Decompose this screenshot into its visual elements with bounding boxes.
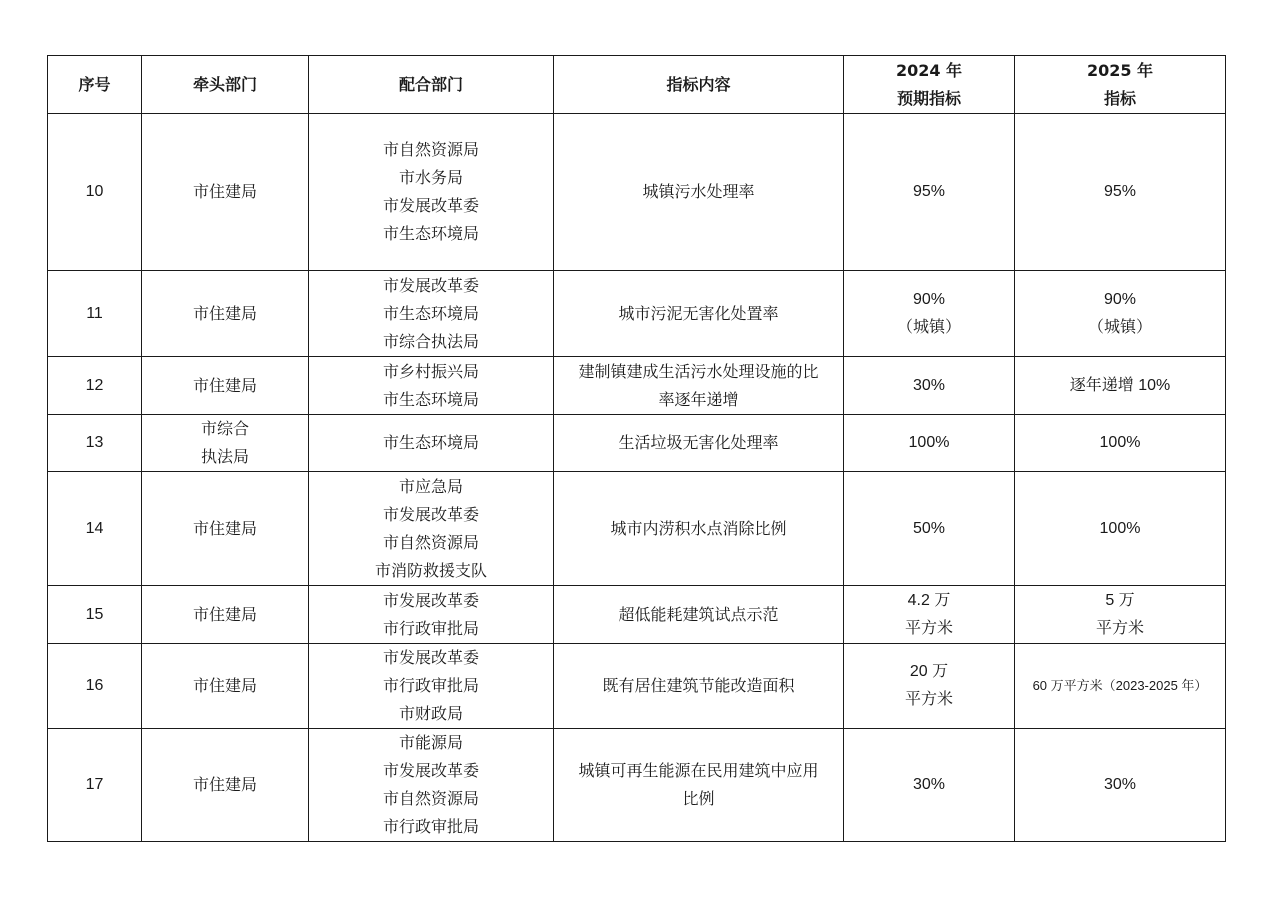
cell-line: 90% (912, 290, 946, 308)
target-2024-cell (844, 729, 1015, 842)
cell-line: 100% (908, 434, 950, 451)
cell-line: 市行政审批局 (382, 817, 479, 836)
seq-cell: 14 (48, 472, 142, 586)
cell-line: 逐年递增 10% (1069, 376, 1171, 394)
seq-cell: 10 (48, 114, 142, 271)
header-seq: 序号 (48, 56, 142, 114)
target-2025-cell (1015, 472, 1226, 586)
cell-line: 市应急局 (398, 476, 463, 496)
seq-cell: 17 (48, 729, 142, 842)
cell-line: （城镇） (896, 318, 961, 336)
cell-line: 4.2 万 (907, 591, 951, 609)
cell-line: 市生态环境局 (382, 224, 479, 243)
cell-line: 平方米 (904, 691, 953, 708)
cell-line: 5 万 (1105, 591, 1135, 609)
header-2025-target (1015, 56, 1226, 114)
cell-line: 比例 (682, 789, 715, 808)
target-2025-cell (1015, 644, 1226, 729)
header-2025-line: 指标 (1103, 88, 1136, 108)
cell-line: 既有居住建筑节能改造面积 (602, 676, 795, 695)
target-2024-cell (844, 586, 1015, 644)
table-row (48, 271, 1226, 357)
cell-line: 市综合 (200, 419, 249, 438)
cell-line: 市发展改革委 (382, 504, 479, 524)
target-2025-cell (1015, 114, 1226, 271)
cell-line: 市综合执法局 (382, 331, 479, 351)
coop-dept-cell (309, 729, 554, 842)
cell-line: 市发展改革委 (382, 275, 479, 295)
target-2024-cell (844, 114, 1015, 271)
cell-line: （城镇） (1087, 318, 1152, 336)
cell-line: 100% (1099, 434, 1141, 451)
coop-dept-cell (309, 114, 554, 271)
table-row (48, 415, 1226, 472)
seq-cell: 12 (48, 357, 142, 415)
cell-line: 市自然资源局 (382, 789, 479, 808)
indicator-table (47, 55, 1226, 842)
seq-cell: 15 (48, 586, 142, 644)
coop-dept-cell (309, 271, 554, 357)
coop-dept-cell (309, 586, 554, 644)
header-indicator-content: 指标内容 (554, 56, 844, 114)
cell-line: 市生态环境局 (382, 389, 479, 409)
cell-line: 城镇可再生能源在民用建筑中应用 (578, 761, 819, 780)
target-2024-cell (844, 415, 1015, 472)
cell-line: 建制镇建成生活污水处理设施的比 (578, 361, 819, 381)
table-row (48, 357, 1226, 415)
cell-line: 95% (912, 183, 946, 200)
target-2025-cell (1015, 729, 1226, 842)
cell-line: 市消防救援支队 (374, 560, 487, 580)
cell-line: 市住建局 (192, 604, 257, 624)
table-row (48, 586, 1226, 644)
indicator-content-cell (554, 586, 844, 644)
coop-dept-cell (309, 644, 554, 729)
cell-line: 市生态环境局 (382, 433, 479, 452)
cell-line: 50% (912, 519, 946, 537)
cell-line: 生活垃圾无害化处理率 (618, 433, 779, 452)
cell-line: 市住建局 (192, 182, 257, 201)
indicator-content-cell (554, 729, 844, 842)
lead-dept-cell (142, 271, 309, 357)
cell-line: 市行政审批局 (382, 676, 479, 695)
cell-line: 市能源局 (398, 733, 463, 752)
seq-cell: 16 (48, 644, 142, 729)
target-2025-cell (1015, 357, 1226, 415)
cell-line: 城市内涝积水点消除比例 (610, 518, 787, 538)
lead-dept-cell (142, 114, 309, 271)
header-coop-dept: 配合部门 (309, 56, 554, 114)
header-2025-line: 2025 年 (1086, 60, 1154, 80)
table-row (48, 114, 1226, 271)
lead-dept-cell (142, 357, 309, 415)
lead-dept-cell (142, 729, 309, 842)
coop-dept-cell (309, 357, 554, 415)
target-2024-cell (844, 644, 1015, 729)
cell-line: 市发展改革委 (382, 761, 479, 780)
header-lead-dept: 牵头部门 (142, 56, 309, 114)
cell-line: 30% (912, 776, 946, 793)
cell-line: 60 万平方米（2023-2025 年） (1032, 678, 1208, 693)
cell-line: 市住建局 (192, 375, 257, 395)
cell-line: 市自然资源局 (382, 140, 479, 159)
cell-line: 30% (1103, 776, 1137, 793)
cell-line: 市住建局 (192, 303, 257, 323)
seq-cell: 13 (48, 415, 142, 472)
indicator-content-cell (554, 271, 844, 357)
cell-line: 平方米 (1095, 619, 1144, 637)
cell-line: 城市污泥无害化处置率 (618, 303, 779, 323)
indicator-content-cell (554, 357, 844, 415)
target-2025-cell (1015, 271, 1226, 357)
coop-dept-cell (309, 472, 554, 586)
cell-line: 市乡村振兴局 (382, 361, 479, 381)
target-2025-cell (1015, 415, 1226, 472)
cell-line: 市行政审批局 (382, 618, 479, 638)
seq-cell: 11 (48, 271, 142, 357)
cell-line: 超低能耗建筑试点示范 (618, 604, 779, 624)
table-row (48, 472, 1226, 586)
lead-dept-cell (142, 586, 309, 644)
header-row (48, 56, 1226, 114)
cell-line: 20 万 (909, 663, 949, 680)
header-2024-line: 预期指标 (896, 88, 961, 108)
cell-line: 95% (1103, 183, 1137, 200)
target-2025-cell (1015, 586, 1226, 644)
cell-line: 市自然资源局 (382, 532, 479, 552)
cell-line: 率逐年递增 (658, 389, 739, 409)
indicator-content-cell (554, 114, 844, 271)
header-2024-line: 2024 年 (895, 60, 963, 80)
coop-dept-cell (309, 415, 554, 472)
cell-line: 城镇污水处理率 (642, 182, 755, 201)
cell-line: 市发展改革委 (382, 648, 479, 667)
cell-line: 市住建局 (192, 775, 257, 794)
header-2024-target (844, 56, 1015, 114)
lead-dept-cell (142, 415, 309, 472)
lead-dept-cell (142, 644, 309, 729)
indicator-content-cell (554, 644, 844, 729)
target-2024-cell (844, 472, 1015, 586)
cell-line: 市生态环境局 (382, 303, 479, 323)
cell-line: 平方米 (904, 619, 953, 637)
cell-line: 30% (912, 376, 946, 394)
table-row (48, 729, 1226, 842)
cell-line: 市财政局 (398, 704, 463, 723)
cell-line: 执法局 (200, 447, 249, 466)
cell-line: 90% (1103, 290, 1137, 308)
cell-line: 市住建局 (192, 518, 257, 538)
target-2024-cell (844, 357, 1015, 415)
lead-dept-cell (142, 472, 309, 586)
cell-line: 市发展改革委 (382, 196, 479, 215)
cell-line: 市住建局 (192, 676, 257, 695)
cell-line: 100% (1099, 519, 1141, 537)
indicator-content-cell (554, 472, 844, 586)
cell-line: 市水务局 (398, 168, 463, 187)
cell-line: 市发展改革委 (382, 590, 479, 610)
indicator-content-cell (554, 415, 844, 472)
target-2024-cell (844, 271, 1015, 357)
table-row (48, 644, 1226, 729)
